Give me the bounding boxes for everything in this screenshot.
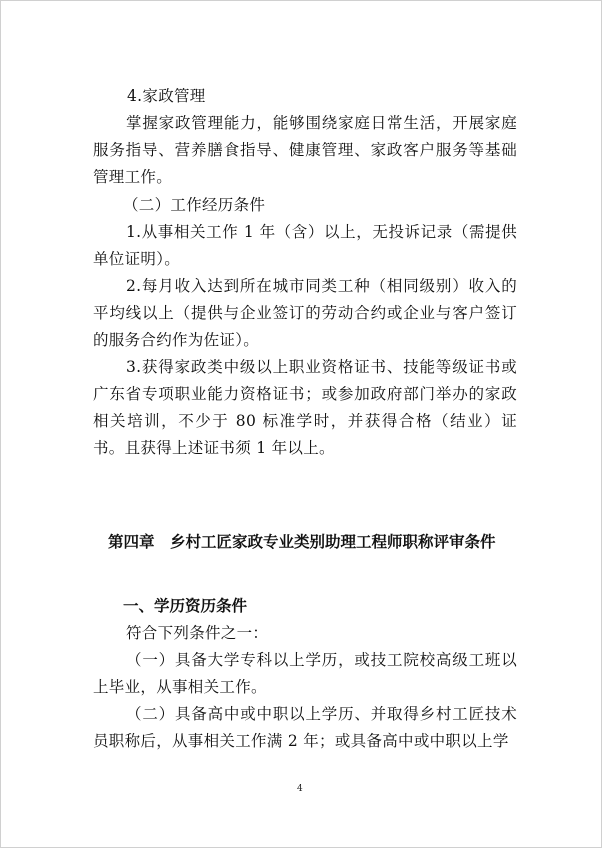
- conditions-intro: 符合下列条件之一：: [126, 624, 269, 642]
- chapter-title: 第四章 乡村工匠家政专业类别助理工程师职称评审条件: [108, 533, 496, 551]
- condition-2: （二）具备高中或中职以上学历、并取得乡村工匠技术员职称后，从事相关工作满 2 年；或具备高中或中职以上学: [93, 705, 517, 750]
- education-qualification-section: [93, 593, 517, 755]
- experience-item-3: 3.获得家政类中级以上职业资格证书、技能等级证书或广东省专项职业能力资格证书；或参加政府部门举办的家政相关培训，不少于 80 标准学时，并获得合格（结业）证书。且获得上述证书须 1 年以上。: [93, 358, 517, 457]
- work-experience-heading: （二）工作经历条件: [123, 196, 266, 214]
- experience-item-1: 1.从事相关工作 1 年（含）以上，无投诉记录（需提供单位证明）。: [93, 223, 517, 268]
- condition-1: （一）具备大学专科以上学历，或技工院校高级工班以上毕业，从事相关工作。: [93, 651, 517, 696]
- item4-title: 4.家政管理: [127, 87, 206, 105]
- work-experience-content: [93, 83, 517, 462]
- item4-text: 掌握家政管理能力，能够围绕家庭日常生活，开展家庭服务指导、营养膳食指导、健康管理、家政客户服务等基础管理工作。: [93, 114, 517, 186]
- experience-item-2: 2.每月收入达到所在城市同类工种（相同级别）收入的平均线以上（提供与企业签订的劳动合约或企业与客户签订的服务合约作为佐证）。: [93, 277, 517, 349]
- section-title: 一、学历资历条件: [123, 597, 248, 615]
- page-number: 4: [297, 784, 303, 794]
